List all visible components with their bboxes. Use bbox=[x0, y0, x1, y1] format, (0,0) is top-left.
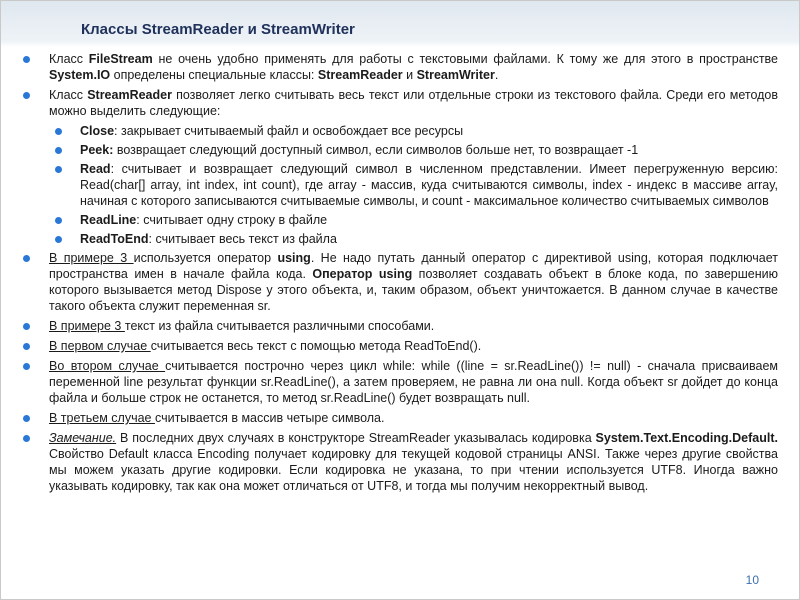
bullet-note: Замечание. В последних двух случаях в конструкторе StreamReader указывалась кодировка System.Text.Encoding.Default. Свойство Default класса Encoding получает кодировку для текущей кодовой страницы ANSI. Также через другие свойства мы можем указать другие кодировки. Если кодировка не указана, то при чтении используется UTF8. Иногда важно указывать кодировку, так как она может отличаться от UTF8, и тогда мы получим некорректный вывод. bbox=[23, 430, 778, 494]
bullet-icon bbox=[23, 56, 30, 63]
bullet-icon bbox=[55, 128, 62, 135]
method-peek: Peek: возвращает следующий доступный символ, если символов больше нет, то возвращает -1 bbox=[23, 142, 778, 158]
method-readline: ReadLine: считывает одну строку в файле bbox=[23, 212, 778, 228]
method-readtoend: ReadToEnd: считывает весь текст из файла bbox=[23, 231, 778, 247]
bullet-using: В примере 3 используется оператор using. Не надо путать данный оператор с директивой using, которая подключает пространства имен в начале файла кода. Оператор using позволяет создавать объект в блоке кода, по завершению которого вызывается метод Dispose у этого объекта, и, таким образом, объект уничтожается. В данном случае в качестве такого объекта служит переменная sr. bbox=[23, 250, 778, 314]
page-number: 10 bbox=[745, 573, 759, 587]
slide-content bbox=[23, 51, 778, 498]
bullet-icon bbox=[23, 92, 30, 99]
bullet-case3: В третьем случае считывается в массив четыре символа. bbox=[23, 410, 778, 426]
bullet-icon bbox=[23, 343, 30, 350]
slide-title: Классы StreamReader и StreamWriter bbox=[81, 21, 355, 38]
bullet-icon bbox=[55, 166, 62, 173]
bullet-case2: Во втором случае считывается построчно через цикл while: while ((line = sr.ReadLine()) != null) - сначала присваиваем переменной line результат функции sr.ReadLine(), а затем проверяем, не равна ли она null. Когда объект sr дойдет до конца файла и больше строк не останется, то метод sr.ReadLine() будет возвращать null. bbox=[23, 358, 778, 406]
bullet-icon bbox=[23, 363, 30, 370]
method-close: Close: закрывает считываемый файл и освобождает все ресурсы bbox=[23, 123, 778, 139]
bullet-icon bbox=[23, 415, 30, 422]
bullet-icon bbox=[23, 255, 30, 262]
bullet-icon bbox=[23, 323, 30, 330]
bullet-streamreader: Класс StreamReader позволяет легко считывать весь текст или отдельные строки из текстового файла. Среди его методов можно выделить следующие: bbox=[23, 87, 778, 119]
bullet-icon bbox=[55, 217, 62, 224]
bullet-example3: В примере 3 текст из файла считывается различными способами. bbox=[23, 318, 778, 334]
bullet-icon bbox=[55, 236, 62, 243]
method-read: Read: считывает и возвращает следующий символ в численном представлении. Имеет перегруженную версию: Read(char[] array, int index, int count), где array - массив, куда считываются символы, index - индекс в массиве array, начиная с которого записываются считываемые символы, и count - максимальное количество считываемых символов bbox=[23, 161, 778, 209]
bullet-filestream: Класс FileStream не очень удобно применять для работы с текстовыми файлами. К тому же для этого в пространстве System.IO определены специальные классы: StreamReader и StreamWriter. bbox=[23, 51, 778, 83]
bullet-icon bbox=[23, 435, 30, 442]
bullet-case1: В первом случае считывается весь текст с помощью метода ReadToEnd(). bbox=[23, 338, 778, 354]
bullet-icon bbox=[55, 147, 62, 154]
